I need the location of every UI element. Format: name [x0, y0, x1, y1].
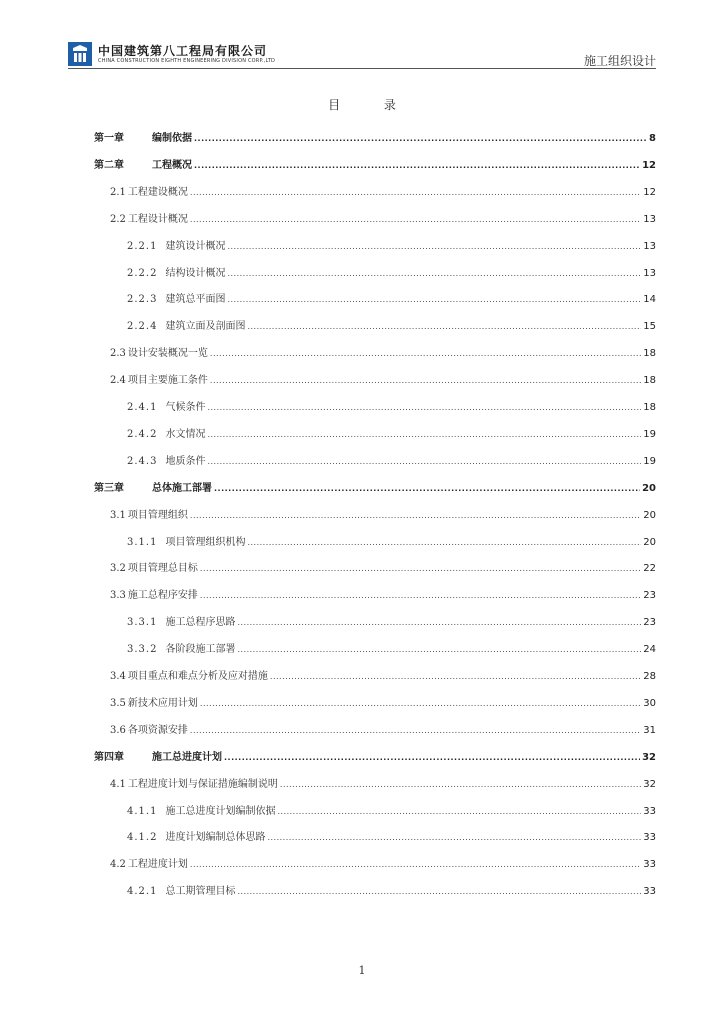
company-logo-icon	[68, 42, 92, 66]
toc-leader-dots	[200, 562, 641, 576]
toc-entry-label: 项目重点和难点分析及应对措施	[127, 671, 268, 682]
toc-entry-number: 3.1.1	[127, 536, 158, 548]
toc-entry[interactable]	[127, 399, 656, 415]
toc-entry-label: 总工期管理目标	[165, 886, 236, 898]
toc-entry[interactable]	[110, 560, 656, 576]
company-name-en: CHINA CONSTRUCTION EIGHTH ENGINEERING DIVISION CORP.,LTD	[98, 58, 276, 64]
company-name-cn: 中国建筑第八工程局有限公司	[98, 44, 268, 58]
toc-leader-dots	[190, 858, 641, 872]
toc-entry-number: 2.4.1	[127, 402, 158, 413]
toc-leader-dots	[207, 428, 641, 442]
toc-leader-dots	[237, 643, 641, 657]
toc-entry-label: 建筑设计概况	[165, 240, 226, 252]
toc-leader-dots	[237, 885, 641, 899]
toc-leader-dots	[227, 267, 641, 281]
toc-leader-dots	[190, 186, 641, 200]
toc-entry-label: 建筑总平面图	[165, 294, 226, 306]
header-divider	[68, 68, 656, 69]
toc-entry-page: 32	[643, 778, 656, 790]
toc-entry[interactable]	[94, 749, 656, 765]
toc-entry-number: 第二章	[94, 159, 124, 171]
toc-entry-number: 第四章	[94, 751, 124, 763]
toc-entry-label: 气候条件	[165, 402, 206, 413]
toc-entry-number: 2.4.2	[127, 428, 158, 440]
toc-entry-label: 各项资源安排	[127, 724, 188, 736]
toc-entry[interactable]	[110, 184, 656, 200]
toc-entry-page: 13	[643, 267, 656, 279]
toc-entry-label: 工程概况	[152, 159, 192, 171]
toc-entry-label: 进度计划编制总体思路	[165, 832, 266, 844]
toc-entry-number: 2.2	[110, 213, 126, 225]
toc-entry[interactable]	[110, 776, 656, 792]
toc-entry-number: 3.2	[110, 563, 126, 575]
toc-entry-number: 3.3	[110, 590, 126, 602]
toc-entry-label: 各阶段施工部署	[165, 644, 236, 656]
toc-leader-dots	[227, 240, 641, 254]
toc-entry-page: 33	[643, 859, 656, 871]
toc-entry[interactable]	[127, 238, 656, 254]
toc-entry[interactable]	[127, 883, 656, 899]
toc-entry-page: 19	[643, 428, 656, 440]
toc-entry-page: 31	[643, 724, 656, 736]
document-title: 施工组织设计	[583, 54, 656, 68]
toc-entry-number: 第一章	[94, 133, 124, 144]
toc-entry-number: 3.3.1	[127, 617, 158, 629]
page-header	[68, 40, 656, 68]
toc-entry[interactable]	[110, 695, 656, 711]
toc-entry-label: 施工总程序安排	[127, 590, 198, 602]
toc-entry-page: 12	[643, 186, 656, 198]
toc-entry-label: 水文情况	[165, 428, 206, 440]
toc-leader-dots	[200, 589, 641, 603]
toc-entry-label: 工程建设概况	[127, 186, 188, 198]
toc-leader-dots	[224, 751, 640, 765]
toc-entry[interactable]	[127, 803, 656, 819]
toc-entry[interactable]	[110, 856, 656, 872]
toc-entry[interactable]	[94, 130, 656, 146]
toc-entry-page: 30	[643, 697, 656, 709]
toc-leader-dots	[210, 347, 641, 361]
toc-leader-dots	[207, 455, 641, 469]
toc-entry[interactable]	[127, 453, 656, 469]
toc-entry[interactable]	[127, 614, 656, 630]
toc-entry-page: 12	[642, 159, 656, 171]
toc-leader-dots	[190, 213, 641, 227]
toc-entry-page: 23	[643, 617, 656, 629]
toc-entry-label: 新技术应用计划	[127, 697, 198, 709]
toc-entry-page: 33	[643, 805, 656, 817]
toc-leader-dots	[237, 616, 641, 630]
toc-entry[interactable]	[110, 211, 656, 227]
toc-entry-number: 第三章	[94, 482, 124, 494]
toc-entry-page: 20	[643, 509, 656, 521]
toc-entry-number: 4.1.1	[127, 805, 158, 817]
toc-entry-label: 项目管理组织机构	[165, 536, 246, 548]
toc-entry-page: 33	[643, 832, 656, 844]
toc-leader-dots	[200, 697, 641, 711]
toc-entry-label: 项目主要施工条件	[127, 375, 208, 387]
toc-entry-number: 4.1	[110, 778, 126, 790]
toc-entry[interactable]	[110, 372, 656, 388]
toc-leader-dots	[270, 670, 641, 684]
toc-leader-dots	[214, 482, 640, 496]
toc-entry-label: 设计安装概况一览	[127, 348, 208, 360]
toc-entry-number: 3.4	[110, 671, 126, 682]
toc-leader-dots	[247, 536, 641, 550]
toc-leader-dots	[190, 509, 641, 523]
toc-leader-dots	[277, 805, 641, 819]
toc-entry-page: 18	[643, 375, 656, 387]
toc-entry-label: 结构设计概况	[165, 267, 226, 279]
toc-entry-number: 3.1	[110, 509, 126, 521]
toc-entry[interactable]	[127, 534, 656, 550]
toc-entry-number: 2.2.4	[127, 321, 158, 333]
toc-entry-page: 14	[643, 294, 656, 306]
toc-leader-dots	[194, 159, 640, 173]
toc-entry-label: 项目管理总目标	[127, 563, 198, 575]
toc-entry-label: 总体施工部署	[152, 482, 212, 494]
toc-entry[interactable]	[110, 507, 656, 523]
toc-leader-dots	[194, 132, 647, 146]
toc-entry-label: 施工总程序思路	[165, 617, 236, 629]
toc-leader-dots	[280, 778, 641, 792]
toc-entry[interactable]	[110, 587, 656, 603]
toc-entry[interactable]	[110, 668, 656, 684]
toc-entry-page: 13	[643, 213, 656, 225]
toc-entry-page: 15	[643, 321, 656, 333]
toc-entry-page: 20	[642, 482, 656, 494]
toc-entry-page: 22	[643, 563, 656, 575]
toc-entry-page: 24	[643, 644, 656, 656]
toc-entry[interactable]	[127, 426, 656, 442]
toc-entry-label: 工程进度计划	[127, 859, 188, 871]
toc-entry-label: 建筑立面及剖面图	[165, 321, 246, 333]
toc-entry-number: 4.2	[110, 859, 126, 871]
toc-leader-dots	[227, 293, 641, 307]
toc-entry-page: 18	[643, 348, 656, 360]
toc-entry[interactable]	[127, 318, 656, 334]
toc-entry-number: 4.1.2	[127, 832, 158, 844]
toc-entry-page: 8	[649, 133, 656, 144]
toc-entry-label: 施工总进度计划编制依据	[165, 805, 276, 817]
toc-entry-label: 工程设计概况	[127, 213, 188, 225]
toc-leader-dots	[210, 374, 641, 388]
toc-leader-dots	[207, 401, 641, 415]
toc-title: 目 录	[328, 98, 416, 112]
toc-entry-number: 2.4	[110, 375, 126, 387]
toc-entry-page: 23	[643, 590, 656, 602]
toc-entry-page: 33	[643, 886, 656, 898]
toc-entry-number: 2.2.3	[127, 294, 158, 306]
toc-leader-dots	[247, 320, 641, 334]
toc-leader-dots	[190, 724, 641, 738]
toc-entry-number: 2.2.1	[127, 240, 158, 252]
toc-entry[interactable]	[94, 157, 656, 173]
toc-entry-page: 13	[643, 240, 656, 252]
toc-entry-page: 28	[643, 671, 656, 682]
toc-entry[interactable]	[127, 641, 656, 657]
toc-entry[interactable]	[127, 265, 656, 281]
toc-entry[interactable]	[94, 480, 656, 496]
toc-entry-page: 18	[643, 402, 656, 413]
toc-entry-number: 2.4.3	[127, 455, 158, 467]
toc-entry-number: 3.6	[110, 724, 126, 736]
toc-entry[interactable]	[127, 291, 656, 307]
toc-entry-number: 3.3.2	[127, 644, 158, 656]
toc-entry-label: 工程进度计划与保证措施编制说明	[127, 778, 278, 790]
toc-entry[interactable]	[110, 722, 656, 738]
toc-entry-label: 施工总进度计划	[152, 751, 222, 763]
toc-entry[interactable]	[127, 829, 656, 845]
toc-entry-number: 2.1	[110, 186, 126, 198]
page-number: 1	[358, 964, 366, 977]
toc-entry-label: 项目管理组织	[127, 509, 188, 521]
toc-entry-number: 4.2.1	[127, 886, 158, 898]
toc-entry[interactable]	[110, 345, 656, 361]
toc-leader-dots	[267, 831, 641, 845]
toc-entry-number: 3.5	[110, 697, 126, 709]
toc-entry-label: 地质条件	[165, 455, 206, 467]
toc-entry-page: 19	[643, 455, 656, 467]
toc-entry-number: 2.3	[110, 348, 126, 360]
toc-entry-number: 2.2.2	[127, 267, 158, 279]
toc-entry-page: 20	[643, 536, 656, 548]
toc-entry-label: 编制依据	[152, 133, 192, 144]
toc-entry-page: 32	[642, 751, 656, 763]
